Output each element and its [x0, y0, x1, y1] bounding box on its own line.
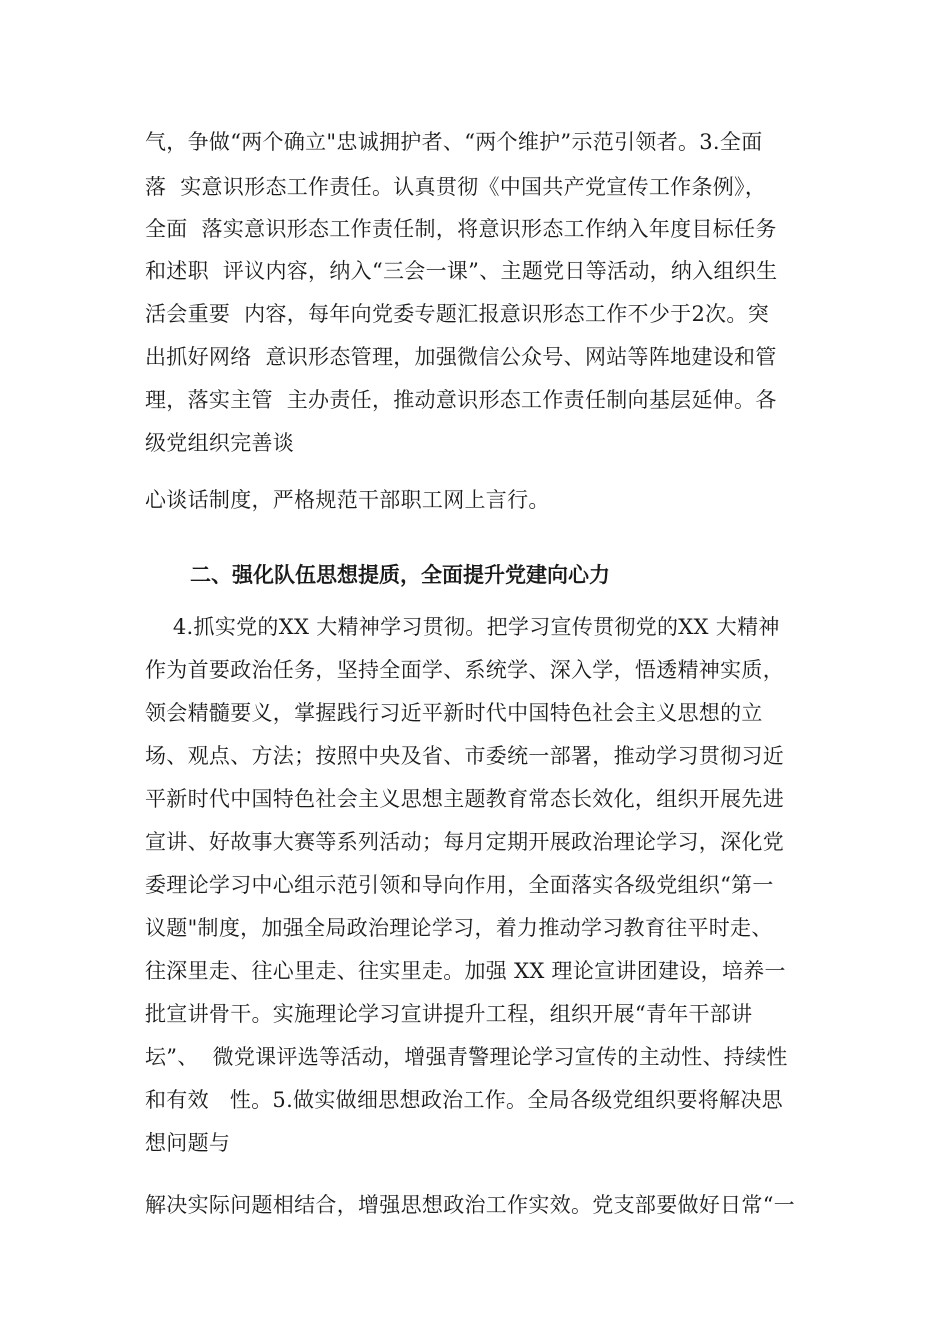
paragraph-line: 出抓好网络 意识形态管理，加强微信公众号、网站等阵地建设和管	[145, 345, 777, 369]
paragraph-line: 委理论学习中心组示范引领和导向作用，全面落实各级党组织“第一	[145, 873, 774, 897]
paragraph-line: 和述职 评议内容，纳入“三会一课”、主题党日等活动，纳入组织生	[145, 259, 778, 283]
paragraph-line: 活会重要 内容，每年向党委专题汇报意识形态工作不少于2次。突	[145, 302, 770, 326]
paragraph-line: 想问题与	[145, 1131, 231, 1155]
paragraph-line: 落 实意识形态工作责任。认真贯彻《中国共产党宣传工作条例》，	[145, 175, 767, 199]
paragraph-line: 平新时代中国特色社会主义思想主题教育常态长效化，组织开展先进	[145, 787, 784, 811]
paragraph-line: 议题"制度，加强全局政治理论学习，着力推动学习教育往平时走、	[145, 916, 773, 940]
paragraph-line: 宣讲、好故事大赛等系列活动；每月定期开展政治理论学习，深化党	[145, 830, 784, 854]
section-heading: 二、强化队伍思想提质，全面提升党建向心力	[190, 563, 610, 587]
paragraph-line: 场、观点、方法；按照中央及省、市委统一部署，推动学习贯彻习近	[145, 744, 784, 768]
paragraph-line: 批宣讲骨干。实施理论学习宣讲提升工程，组织开展“青年干部讲	[145, 1002, 753, 1026]
paragraph-line: 级党组织完善谈	[145, 431, 295, 455]
paragraph-line: 往深里走、往心里走、往实里走。加强 XX 理论宣讲团建设，培养一	[145, 959, 786, 983]
paragraph-line: 理，落实主管 主办责任，推动意识形态工作责任制向基层延伸。各	[145, 388, 777, 412]
paragraph-line: 4.抓实党的XX 大精神学习贯彻。把学习宣传贯彻党的XX 大精神	[145, 615, 780, 639]
paragraph-line: 心谈话制度，严格规范干部职工网上言行。	[145, 488, 550, 512]
paragraph-line: 气，争做“两个确立"忠诚拥护者、“两个维护”示范引领者。3.全面	[145, 130, 763, 154]
paragraph-line: 作为首要政治任务，坚持全面学、系统学、深入学，悟透精神实质，	[145, 658, 784, 682]
paragraph-line: 和有效 性。5.做实做细思想政治工作。全局各级党组织要将解决思	[145, 1088, 783, 1112]
paragraph-line: 领会精髓要义，掌握践行习近平新时代中国特色社会主义思想的立	[145, 701, 763, 725]
paragraph-line: 全面 落实意识形态工作责任制，将意识形态工作纳入年度目标任务	[145, 217, 777, 241]
paragraph-line: 解决实际问题相结合，增强思想政治工作实效。党支部要做好日常“一	[145, 1193, 796, 1217]
paragraph-line: 坛”、 微党课评选等活动，增强青警理论学习宣传的主动性、持续性	[145, 1045, 788, 1069]
